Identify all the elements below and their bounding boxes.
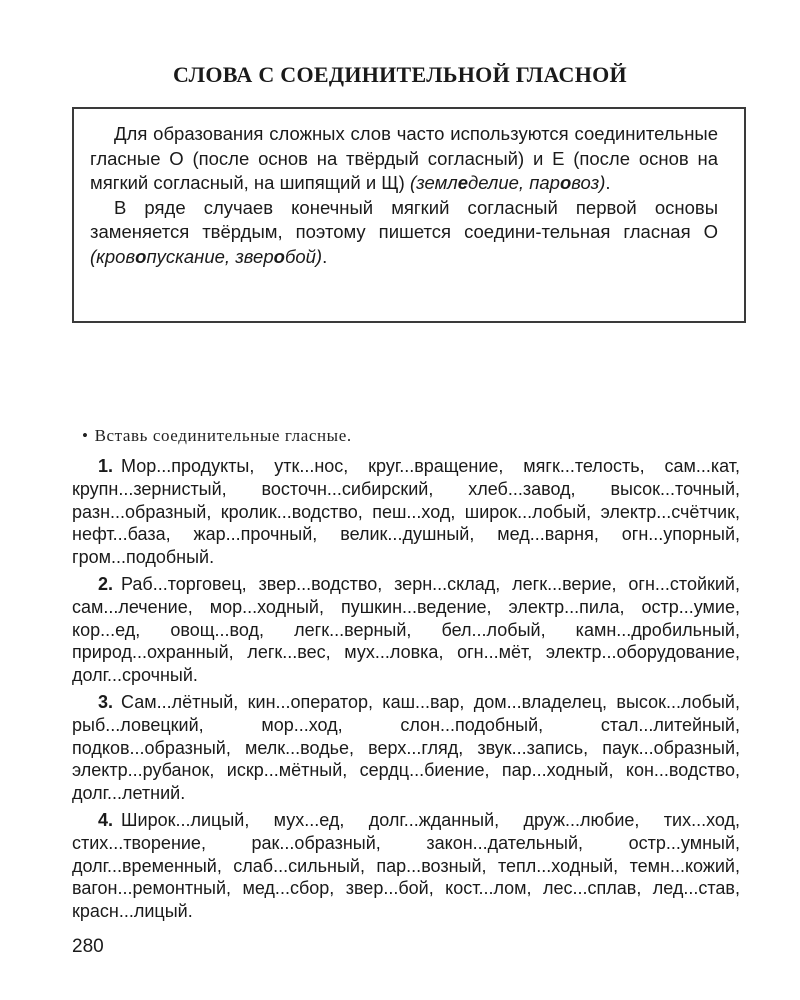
rule-example xyxy=(410,172,605,193)
exercise-2 xyxy=(72,573,740,687)
rule-example-part: бой) xyxy=(284,245,323,267)
connecting-vowel: о xyxy=(135,245,147,267)
exercise-3 xyxy=(72,691,740,805)
connecting-vowel: е xyxy=(457,172,468,194)
rule-example xyxy=(90,246,322,267)
rule-example-part: воз) xyxy=(571,172,606,194)
exercise-number: 2. xyxy=(98,573,114,594)
exercise-text: Раб...торговец, звер...водство, зерн...склад, легк...верие, огн...стойкий, сам...лечение, мор...ходный, пушкин...ведение, электр...пила, остр...умие, кор...ед, овощ...вод, легк...верный, бел...лобый, камн...дробильный, природ...охранный, легк...вес, мух...ловка, огн...мёт, электр...оборудование, долг...срочный. xyxy=(72,573,740,686)
rule-example-part: (земл xyxy=(409,172,458,194)
exercise-4 xyxy=(72,809,740,923)
rule-paragraph-2 xyxy=(90,196,718,270)
exercise-text: Широк...лицый, мух...ед, долг...жданный, друж...любие, тих...ход, стих...творение, рак...образный, закон...дательный, остр...умный, долг...временный, слаб...сильный, пар...возный, тепл...ходный, темн...кожий, вагон...ремонтный, мед...сбор, звер...бой, кост...лом, лес...сплав, лед...став, красн...лицый. xyxy=(72,809,740,922)
exercise-number: 3. xyxy=(98,691,114,712)
rule-punct: . xyxy=(322,245,328,267)
exercise-number: 1. xyxy=(98,456,114,476)
rule-example-part: (кров xyxy=(90,245,136,267)
exercise-text: Сам...лётный, кин...оператор, каш...вар, дом...владелец, высок...лобый, рыб...ловецкий, мор...ход, слон...подобный, стал...литейный, подков...образный, мелк...водье, верх...гляд, звук...запись, паук...образный, электр...рубанок, искр...мётный, сердц...биение, пар...ходный, кон...водство, долг...летний. xyxy=(72,691,740,804)
rule-text: В ряде случаев конечный мягкий согласный первой основы заменяется твёрдым, поэтому пишется соедини-тельная гласная О xyxy=(90,196,718,243)
page-title: СЛОВА С СОЕДИНИТЕЛЬНОЙ ГЛАСНОЙ xyxy=(173,62,627,87)
exercise-number: 4. xyxy=(98,809,114,830)
bullet-icon: • xyxy=(82,426,89,445)
connecting-vowel: о xyxy=(559,172,572,194)
rule-example-part: делие, пар xyxy=(468,172,560,194)
exercise-1 xyxy=(72,455,740,569)
exercise-text: Мор...продукты, утк...нос, круг...вращение, мягк...телость, сам...кат, крупн...зернистый, восточн...сибирский, хлеб...завод, высок...точный, разн...образный, кролик...водство, пеш...ход, широк...лобый, электр...счётчик, нефт...база, жар...прочный, велик...душный, мед...варня, огн...упорный, гром...подобный. xyxy=(72,456,740,568)
rule-box xyxy=(72,107,746,323)
exercise-instruction xyxy=(82,426,352,446)
exercise-list xyxy=(72,455,740,927)
connecting-vowel: о xyxy=(273,245,285,267)
rule-text: Для образования сложных слов часто используются соединительные гласные О (после основ на твёрдый согласный) и Е (после основ на мягкий согласный, на шипящий и Щ) xyxy=(90,123,718,194)
rule-punct: . xyxy=(605,172,611,194)
rule-example-part: пускание, звер xyxy=(146,245,274,267)
instruction-text: Вставь соединительные гласные. xyxy=(94,426,352,445)
rule-paragraph-1 xyxy=(90,122,718,196)
page-number: 280 xyxy=(72,936,104,957)
